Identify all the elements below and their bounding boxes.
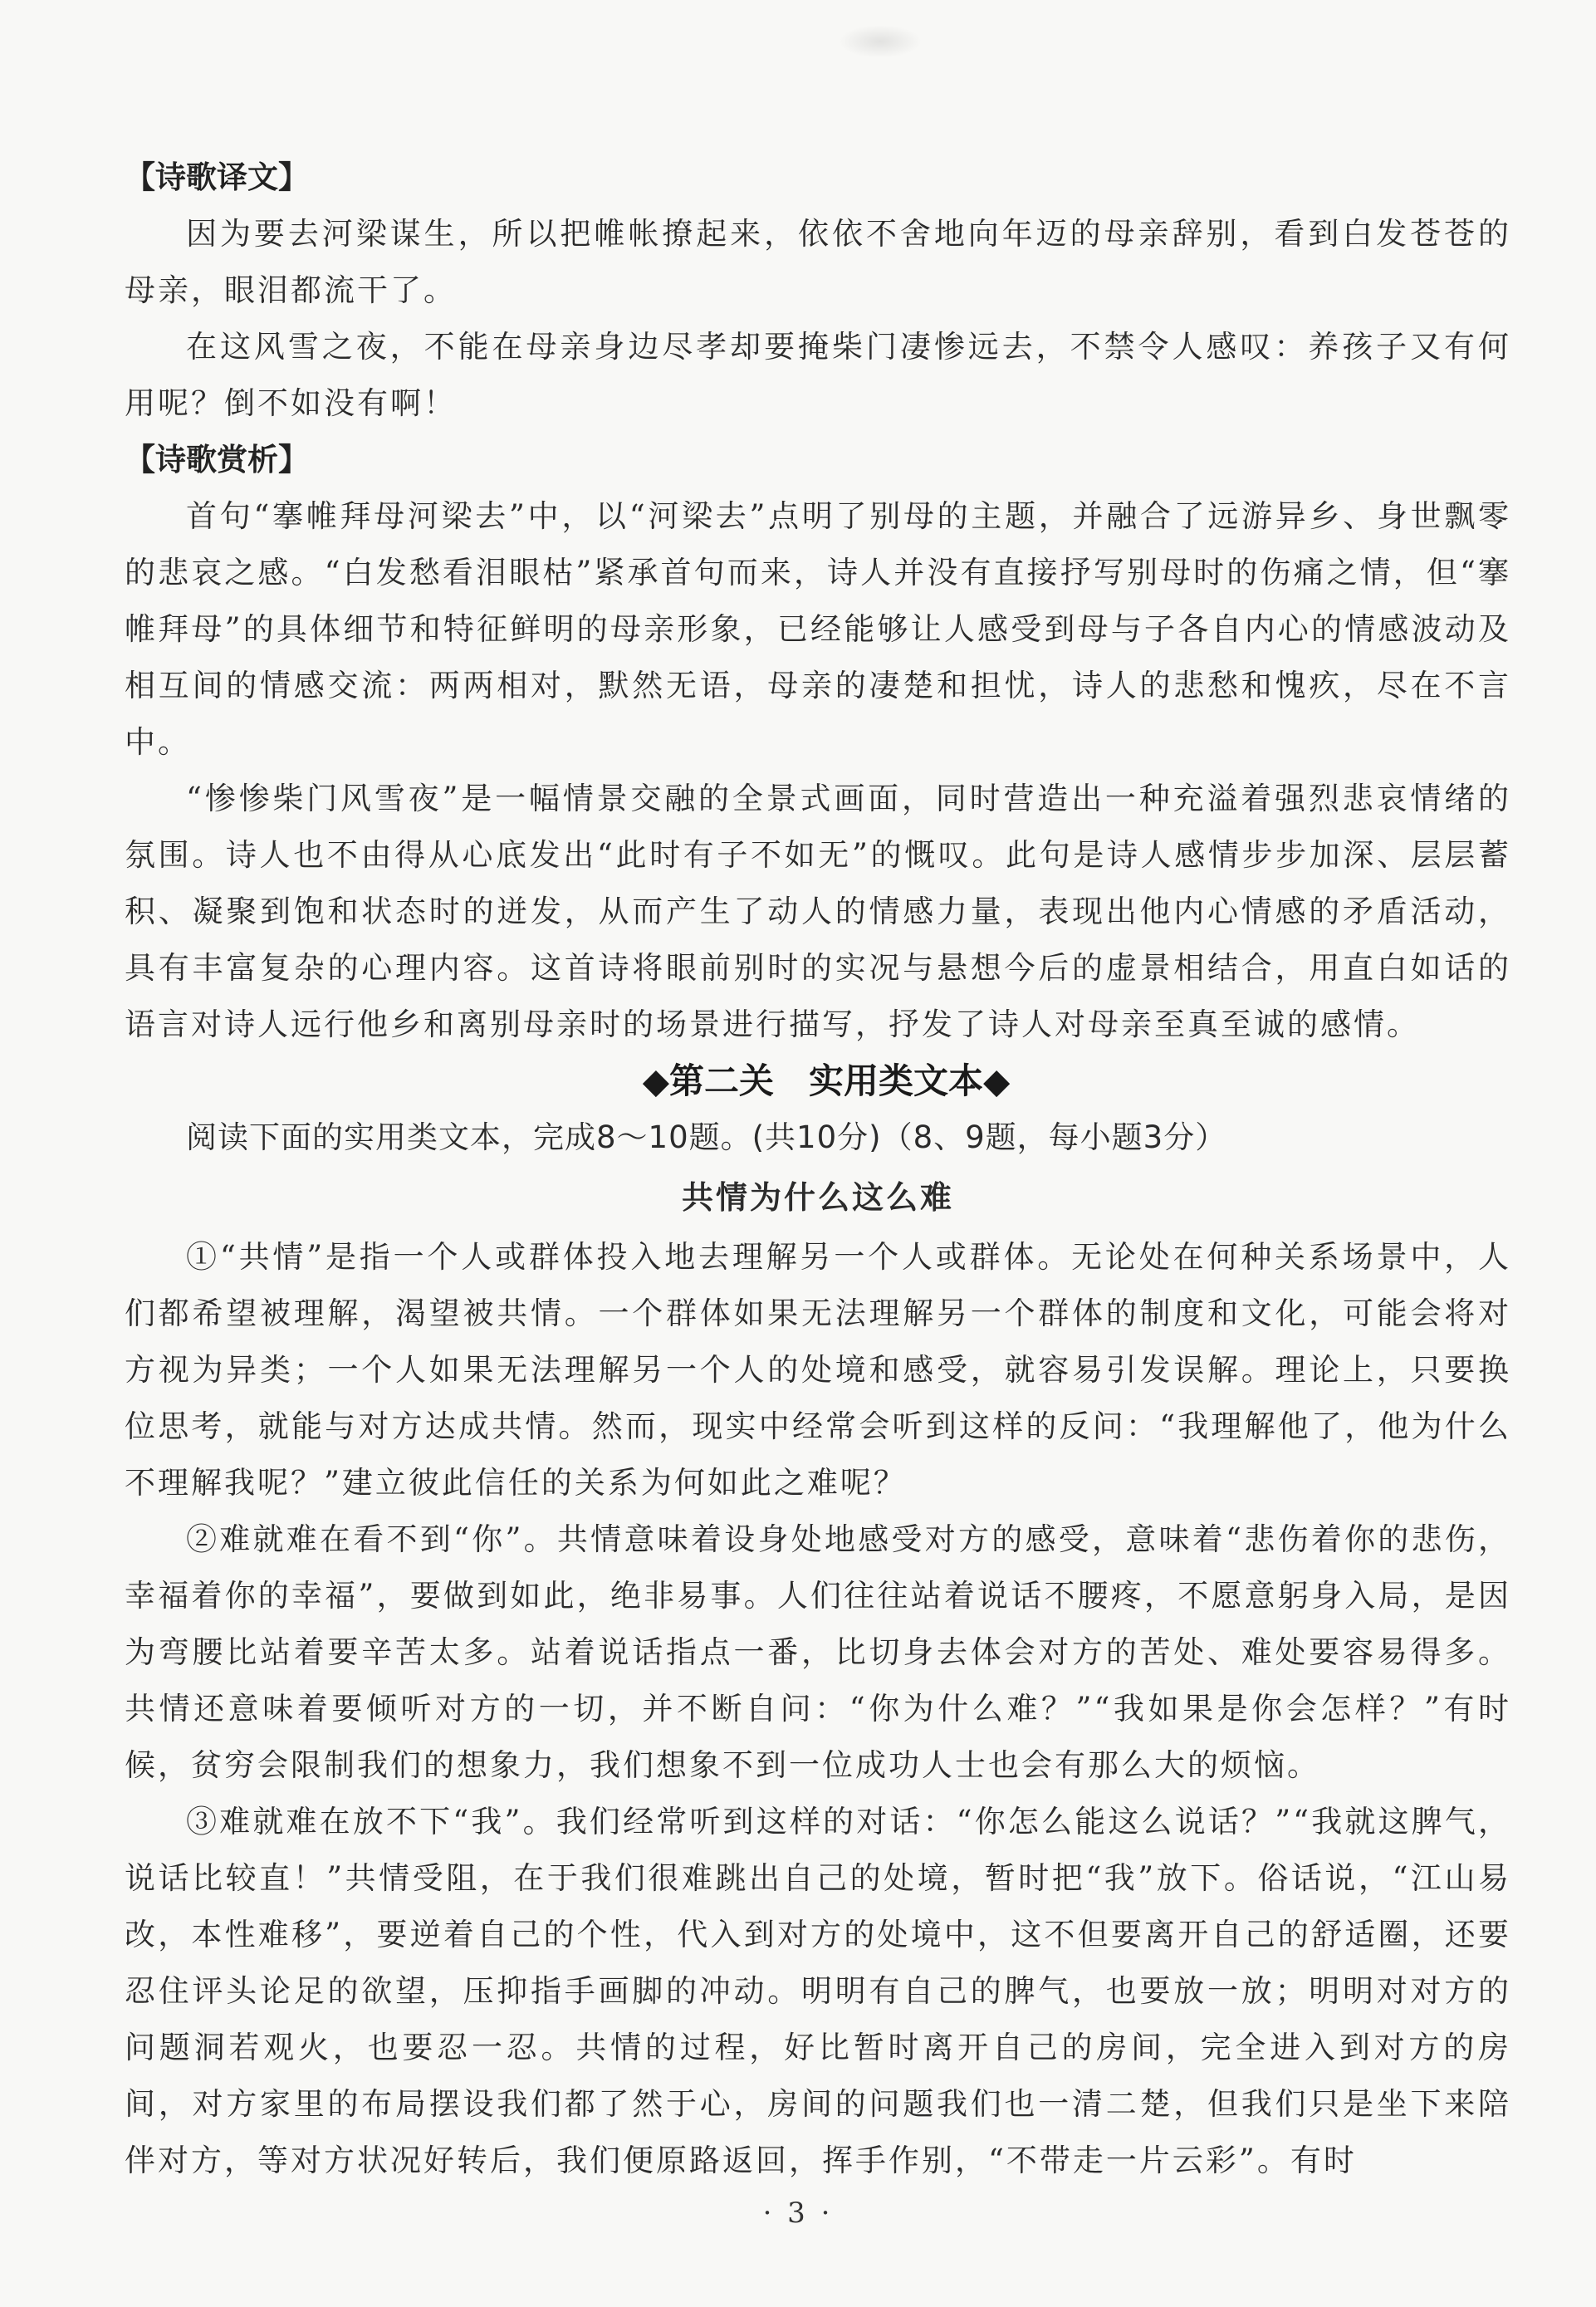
article-title: 共情为什么这么难 bbox=[681, 1179, 954, 1216]
appreciation-heading: 【诗歌赏析】 bbox=[125, 442, 309, 478]
article-paragraph-3: ③难就难在放不下“我”。我们经常听到这样的对话：“你怎么能这么说话？”“我就这脾气，说话比较直！”共情受阻，在于我们很难跳出自己的处境，暂时把“我”放下。俗话说，“江山易改，本性难移”，要逆着自己的个性，代入到对方的处境中，这不但要离开自己的舒适圈，还要忍住评头论足的欲望，压抑指手画脚的冲动。明明有自己的脾气，也要放一放；明明对对方的问题洞若观火，也要忍一忍。共情的过程，好比暂时离开自己的房间，完全进入到对方的房间，对方家里的布局摆设我们都了然于心，房间的问题我们也一清二楚，但我们只是坐下来陪伴对方，等对方状况好转后，我们便原路返回，挥手作别，“不带走一片云彩”。有时 bbox=[125, 1804, 1511, 2178]
article-paragraph-1: ①“共情”是指一个人或群体投入地去理解另一个人或群体。无论处在何种关系场景中，人们都希望被理解，渴望被共情。一个群体如果无法理解另一个群体的制度和文化，可能会将对方视为异类；一个人如果无法理解另一个人的处境和感受，就容易引发误解。理论上，只要换位思考，就能与对方达成共情。然而，现实中经常会听到这样的反问：“我理解他了，他为什么不理解我呢？”建立彼此信任的关系为何如此之难呢？ bbox=[125, 1239, 1511, 1501]
translation-heading: 【诗歌译文】 bbox=[125, 159, 309, 195]
scan-smudge bbox=[839, 25, 922, 58]
section-instruction: 阅读下面的实用类文本，完成8～10题。(共10分)（8、9题，每小题3分） bbox=[186, 1119, 1227, 1155]
page-number: · 3 · bbox=[762, 2197, 834, 2230]
section-title bbox=[141, 1053, 1511, 1109]
section-title-part2: 实用类文本◆ bbox=[809, 1060, 1011, 1101]
page-content bbox=[125, 149, 1511, 2189]
section-title-part1: ◆第二关 bbox=[642, 1060, 774, 1101]
article-paragraph-2: ②难就难在看不到“你”。共情意味着设身处地感受对方的感受，意味着“悲伤着你的悲伤，幸福着你的幸福”，要做到如此，绝非易事。人们往往站着说话不腰疼，不愿意躬身入局，是因为弯腰比站着要辛苦太多。站着说话指点一番，比切身去体会对方的苦处、难处要容易得多。共情还意味着要倾听对方的一切，并不断自问：“你为什么难？”“我如果是你会怎样？”有时候，贫穷会限制我们的想象力，我们想象不到一位成功人士也会有那么大的烦恼。 bbox=[125, 1521, 1511, 1783]
translation-paragraph-2: 在这风雪之夜，不能在母亲身边尽孝却要掩柴门凄惨远去，不禁令人感叹：养孩子又有何用呢？倒不如没有啊！ bbox=[125, 329, 1511, 421]
translation-paragraph-1: 因为要去河梁谋生，所以把帷帐撩起来，依依不舍地向年迈的母亲辞别，看到白发苍苍的母亲，眼泪都流干了。 bbox=[125, 216, 1511, 308]
appreciation-paragraph-2: “惨惨柴门风雪夜”是一幅情景交融的全景式画面，同时营造出一种充溢着强烈悲哀情绪的氛围。诗人也不由得从心底发出“此时有子不如无”的慨叹。此句是诗人感情步步加深、层层蓄积、凝聚到饱和状态时的迸发，从而产生了动人的情感力量，表现出他内心情感的矛盾活动，具有丰富复杂的心理内容。这首诗将眼前别时的实况与悬想今后的虚景相结合，用直白如话的语言对诗人远行他乡和离别母亲时的场景进行描写，抒发了诗人对母亲至真至诚的感情。 bbox=[125, 781, 1511, 1042]
appreciation-paragraph-1: 首句“搴帷拜母河梁去”中，以“河梁去”点明了别母的主题，并融合了远游异乡、身世飘零的悲哀之感。“白发愁看泪眼枯”紧承首句而来，诗人并没有直接抒写别母时的伤痛之情，但“搴帷拜母”的具体细节和特征鲜明的母亲形象，已经能够让人感受到母与子各自内心的情感波动及相互间的情感交流：两两相对，默然无语，母亲的凄楚和担忧，诗人的悲愁和愧疚，尽在不言中。 bbox=[125, 498, 1511, 760]
